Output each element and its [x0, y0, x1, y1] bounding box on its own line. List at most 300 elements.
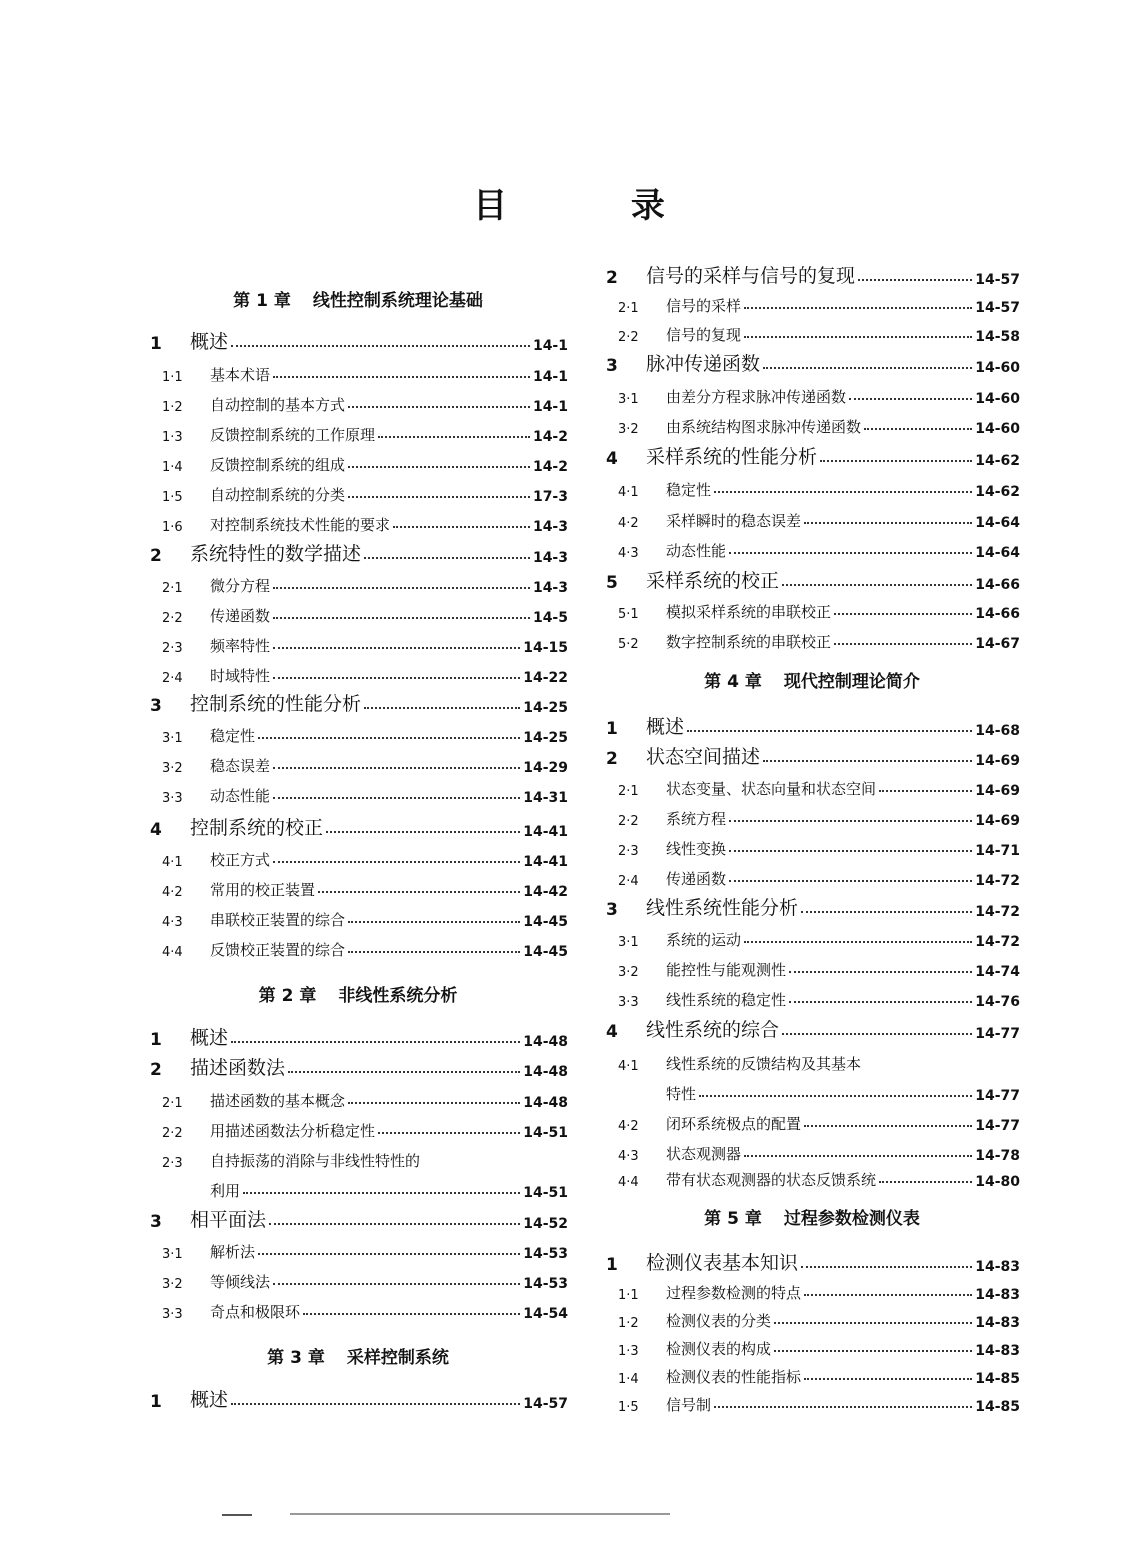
page-number: 14-45 — [523, 944, 568, 960]
toc-section[interactable] — [148, 1022, 568, 1050]
section-number: 2·1 — [162, 1096, 183, 1111]
section-title: 自动控制的基本方式 — [210, 396, 346, 414]
section-title: 时域特性 — [210, 667, 271, 685]
dot-leader — [729, 849, 972, 852]
page-number: 14-62 — [975, 453, 1020, 469]
section-number: 2·4 — [618, 874, 639, 889]
page-number: 14-51 — [523, 1185, 568, 1201]
toc-subsection[interactable] — [604, 1106, 1020, 1134]
page-number: 14-1 — [532, 338, 568, 354]
section-number: 1·1 — [618, 1288, 639, 1303]
section-title: 用描述函数法分析稳定性 — [210, 1122, 376, 1140]
section-number: 1 — [150, 334, 162, 354]
section-number: 2·1 — [618, 301, 639, 316]
toc-subsection[interactable] — [604, 801, 1020, 829]
toc-subsection[interactable] — [148, 1143, 568, 1171]
page-number: 14-48 — [523, 1034, 568, 1050]
section-number: 1 — [150, 1392, 162, 1412]
dot-leader — [687, 729, 972, 732]
toc-subsection[interactable] — [604, 409, 1020, 437]
toc-subsection[interactable] — [604, 982, 1020, 1010]
dot-leader — [804, 1377, 972, 1380]
section-title: 稳定性 — [666, 481, 712, 499]
section-title: 控制系统的性能分析 — [190, 693, 362, 715]
toc-subsection[interactable] — [604, 1162, 1020, 1190]
page-number: 14-64 — [975, 515, 1020, 531]
chapter-number: 第 4 章 — [704, 672, 762, 692]
toc-subsection[interactable] — [148, 718, 568, 746]
dot-leader — [378, 1131, 520, 1134]
section-title: 校正方式 — [210, 851, 271, 869]
section-title: 状态观测器 — [666, 1145, 742, 1163]
page-number: 14-83 — [975, 1287, 1020, 1303]
chapter-heading — [148, 286, 568, 311]
toc-subsection[interactable] — [604, 922, 1020, 950]
toc-section[interactable] — [604, 348, 1020, 376]
section-number: 1·4 — [618, 1372, 639, 1387]
page-number: 14-64 — [975, 545, 1020, 561]
page-number: 14-2 — [532, 459, 568, 475]
dot-leader — [864, 427, 972, 430]
chapter-title: 过程参数检测仪表 — [783, 1209, 920, 1229]
section-number: 1 — [150, 1030, 162, 1050]
section-number: 3·2 — [162, 1277, 183, 1292]
page-number: 14-60 — [975, 391, 1020, 407]
section-title: 由差分方程求脉冲传递函数 — [666, 388, 847, 406]
toc-subsection[interactable] — [604, 1046, 1020, 1074]
page-number: 14-78 — [975, 1148, 1020, 1164]
section-title: 常用的校正装置 — [210, 881, 316, 899]
dot-leader — [744, 306, 972, 309]
toc-subsection[interactable] — [604, 861, 1020, 889]
section-number: 3·3 — [162, 791, 183, 806]
section-number: 1·2 — [618, 1316, 639, 1331]
page-number: 14-60 — [975, 360, 1020, 376]
dot-leader — [269, 1222, 520, 1225]
toc-subsection[interactable] — [604, 317, 1020, 345]
page-number: 14-42 — [523, 884, 568, 900]
section-number: 1·6 — [162, 520, 183, 535]
toc-subsection[interactable] — [604, 1275, 1020, 1303]
page-number: 14-77 — [975, 1118, 1020, 1134]
page-number: 14-48 — [523, 1095, 568, 1111]
toc-subsection[interactable] — [148, 748, 568, 776]
toc-subsection[interactable] — [148, 417, 568, 445]
section-title: 利用 — [210, 1182, 241, 1200]
section-number: 2·2 — [618, 814, 639, 829]
section-title: 检测仪表的分类 — [666, 1312, 772, 1330]
dot-leader — [834, 642, 972, 645]
page-number: 14-80 — [975, 1174, 1020, 1190]
section-number: 1 — [606, 719, 618, 739]
dot-leader — [288, 1070, 520, 1073]
toc-subsection[interactable] — [148, 357, 568, 385]
section-title: 能控性与能观测性 — [666, 961, 787, 979]
toc-section[interactable] — [604, 260, 1020, 288]
section-number: 2·1 — [618, 784, 639, 799]
toc-subsection[interactable] — [604, 771, 1020, 799]
dot-leader — [729, 819, 972, 822]
section-title: 状态空间描述 — [646, 746, 761, 768]
section-number: 2·3 — [162, 1156, 183, 1171]
toc-subsection[interactable] — [148, 658, 568, 686]
section-number: 1·3 — [618, 1344, 639, 1359]
section-title: 线性系统的反馈结构及其基本 — [666, 1055, 862, 1073]
dot-leader — [273, 796, 520, 799]
dot-leader — [879, 789, 972, 792]
section-number: 2·2 — [618, 330, 639, 345]
section-number: 3·3 — [162, 1307, 183, 1322]
section-title: 带有状态观测器的状态反馈系统 — [666, 1171, 877, 1189]
section-title: 模拟采样系统的串联校正 — [666, 603, 832, 621]
section-number: 2 — [606, 749, 618, 769]
page-number: 14-62 — [975, 484, 1020, 500]
dot-leader — [804, 1124, 972, 1127]
dot-leader — [789, 970, 972, 973]
chapter-heading — [148, 1343, 568, 1368]
page-number: 14-85 — [975, 1399, 1020, 1415]
section-number: 1·2 — [162, 400, 183, 415]
section-number: 3 — [150, 696, 162, 716]
section-title: 稳定性 — [210, 727, 256, 745]
section-number: 2·3 — [162, 641, 183, 656]
toc-subsection[interactable] — [148, 902, 568, 930]
section-number: 2 — [150, 546, 162, 566]
chapter-number: 第 1 章 — [233, 291, 291, 311]
section-number: 1·4 — [162, 460, 183, 475]
dot-leader — [820, 459, 972, 462]
section-title: 信号制 — [666, 1396, 712, 1414]
dot-leader — [231, 1040, 520, 1043]
toc-subsection[interactable] — [604, 1331, 1020, 1359]
section-title: 基本术语 — [210, 366, 271, 384]
toc-subsection[interactable] — [604, 831, 1020, 859]
toc-section[interactable] — [148, 1052, 568, 1080]
toc-section[interactable] — [604, 1247, 1020, 1275]
toc-subsection[interactable] — [148, 447, 568, 475]
dot-leader — [393, 525, 530, 528]
section-title: 系统特性的数学描述 — [190, 543, 362, 565]
toc-subsection[interactable] — [148, 387, 568, 415]
section-title: 解析法 — [210, 1243, 256, 1261]
toc-subsection[interactable] — [148, 598, 568, 626]
section-number: 4 — [150, 820, 162, 840]
section-number: 5·1 — [618, 607, 639, 622]
section-title: 采样系统的校正 — [646, 570, 780, 592]
toc-subsection[interactable] — [148, 1264, 568, 1292]
page-number: 14-85 — [975, 1371, 1020, 1387]
section-title: 线性系统的稳定性 — [666, 991, 787, 1009]
page-number: 14-57 — [975, 300, 1020, 316]
section-number: 3·1 — [162, 1247, 183, 1262]
dot-leader — [714, 490, 972, 493]
section-title: 信号的采样与信号的复现 — [646, 265, 856, 287]
dot-leader — [258, 1252, 520, 1255]
page-number: 14-5 — [532, 610, 568, 626]
section-title: 特性 — [666, 1085, 697, 1103]
section-number: 4·3 — [618, 546, 639, 561]
toc-subsection[interactable] — [604, 1303, 1020, 1331]
section-title: 描述函数法 — [190, 1057, 286, 1079]
toc-subsection[interactable] — [148, 1294, 568, 1322]
section-number: 4·1 — [618, 1059, 639, 1074]
section-title: 奇点和极限环 — [210, 1303, 301, 1321]
section-number: 1·5 — [618, 1400, 639, 1415]
page-number: 14-53 — [523, 1246, 568, 1262]
page-number: 14-68 — [975, 723, 1020, 739]
section-number: 4·2 — [162, 885, 183, 900]
toc-section[interactable] — [604, 711, 1020, 739]
section-number: 1·3 — [162, 430, 183, 445]
dot-leader — [348, 950, 520, 953]
section-title: 传递函数 — [210, 607, 271, 625]
dot-leader — [273, 766, 520, 769]
toc-subsection[interactable] — [604, 379, 1020, 407]
dot-leader — [763, 366, 972, 369]
toc-section[interactable] — [148, 1204, 568, 1232]
section-title: 线性系统的综合 — [646, 1019, 780, 1041]
chapter-title: 线性控制系统理论基础 — [312, 291, 483, 311]
section-title: 稳态误差 — [210, 757, 271, 775]
section-number: 4 — [606, 449, 618, 469]
page-number: 14-54 — [523, 1306, 568, 1322]
dot-leader — [804, 521, 972, 524]
toc-subsection[interactable] — [148, 1234, 568, 1262]
page-number: 14-25 — [523, 730, 568, 746]
chapter-title: 现代控制理论简介 — [783, 672, 920, 692]
dot-leader — [774, 1349, 972, 1352]
dot-leader — [243, 1191, 520, 1194]
page-number: 14-66 — [975, 577, 1020, 593]
page-number: 14-48 — [523, 1064, 568, 1080]
page-number: 14-71 — [975, 843, 1020, 859]
toc-section[interactable] — [604, 1014, 1020, 1042]
toc-subsection[interactable] — [148, 932, 568, 960]
page-number: 14-69 — [975, 783, 1020, 799]
section-title: 概述 — [190, 331, 229, 353]
section-title: 概述 — [190, 1389, 229, 1411]
section-number: 5·2 — [618, 637, 639, 652]
dot-leader — [744, 1154, 972, 1157]
page-number: 14-25 — [523, 700, 568, 716]
dot-leader — [231, 1402, 520, 1405]
section-title: 检测仪表的构成 — [666, 1340, 772, 1358]
section-number: 2·3 — [618, 844, 639, 859]
section-number: 2·2 — [162, 611, 183, 626]
toc-section[interactable] — [604, 441, 1020, 469]
section-title: 相平面法 — [190, 1209, 267, 1231]
section-number: 3·2 — [618, 422, 639, 437]
chapter-heading — [604, 1204, 1020, 1229]
toc-subsection[interactable] — [148, 568, 568, 596]
page-number: 14-52 — [523, 1216, 568, 1232]
page-number: 14-29 — [523, 760, 568, 776]
toc-subsection[interactable] — [604, 952, 1020, 980]
section-title: 反馈控制系统的组成 — [210, 456, 346, 474]
page-number: 14-66 — [975, 606, 1020, 622]
chapter-heading — [604, 667, 1020, 692]
toc-section[interactable] — [148, 1384, 568, 1412]
toc-subsection[interactable] — [148, 1173, 568, 1201]
section-number: 4·2 — [618, 1119, 639, 1134]
page-number: 14-2 — [532, 429, 568, 445]
dot-leader — [364, 706, 520, 709]
toc-subsection[interactable] — [148, 507, 568, 535]
section-title: 控制系统的校正 — [190, 817, 324, 839]
section-title: 数字控制系统的串联校正 — [666, 633, 832, 651]
page-number: 17-3 — [532, 489, 568, 505]
section-number: 3 — [606, 356, 618, 376]
toc-subsection[interactable] — [604, 1136, 1020, 1164]
section-number: 1 — [606, 1255, 618, 1275]
page-number: 14-41 — [523, 824, 568, 840]
toc-section[interactable] — [604, 741, 1020, 769]
toc-subsection[interactable] — [148, 842, 568, 870]
toc-subsection[interactable] — [604, 1076, 1020, 1104]
section-title: 采样系统的性能分析 — [646, 446, 818, 468]
toc-section[interactable] — [148, 538, 568, 566]
dot-leader — [273, 646, 520, 649]
chapter-heading — [148, 981, 568, 1006]
dot-leader — [714, 1405, 972, 1408]
section-title: 反馈校正装置的综合 — [210, 941, 346, 959]
section-title: 动态性能 — [666, 542, 727, 560]
toc-section[interactable] — [148, 812, 568, 840]
dot-leader — [273, 375, 530, 378]
page-number: 14-83 — [975, 1343, 1020, 1359]
dot-leader — [763, 759, 972, 762]
dot-leader — [273, 586, 530, 589]
toc-subsection[interactable] — [148, 477, 568, 505]
section-number: 2·4 — [162, 671, 183, 686]
page-number: 14-58 — [975, 329, 1020, 345]
page-number: 14-83 — [975, 1315, 1020, 1331]
dot-leader — [774, 1321, 972, 1324]
chapter-number: 第 2 章 — [258, 986, 317, 1006]
section-title: 串联校正装置的综合 — [210, 911, 346, 929]
page-number: 14-67 — [975, 636, 1020, 652]
section-number: 3·2 — [618, 965, 639, 980]
toc-subsection[interactable] — [604, 503, 1020, 531]
page-number: 14-22 — [523, 670, 568, 686]
page-number: 14-3 — [532, 550, 568, 566]
section-number: 4·4 — [618, 1175, 639, 1190]
section-title: 过程参数检测的特点 — [666, 1284, 802, 1302]
scan-mark — [222, 1514, 252, 1516]
toc-subsection[interactable] — [604, 594, 1020, 622]
section-number: 3·2 — [162, 761, 183, 776]
section-title: 脉冲传递函数 — [646, 353, 761, 375]
section-title: 采样瞬时的稳态误差 — [666, 512, 802, 530]
section-title: 自持振荡的消除与非线性特性的 — [210, 1152, 421, 1170]
page-number: 14-60 — [975, 421, 1020, 437]
section-number: 4·3 — [618, 1149, 639, 1164]
dot-leader — [801, 910, 972, 913]
dot-leader — [782, 1032, 972, 1035]
toc-subsection[interactable] — [604, 472, 1020, 500]
toc-subsection[interactable] — [148, 1113, 568, 1141]
dot-leader — [378, 435, 530, 438]
toc-subsection[interactable] — [148, 1083, 568, 1111]
dot-leader — [699, 1094, 972, 1097]
toc-subsection[interactable] — [604, 1359, 1020, 1387]
toc-subsection[interactable] — [148, 628, 568, 656]
dot-leader — [348, 405, 530, 408]
section-title: 信号的复现 — [666, 326, 742, 344]
chapter-title: 非线性系统分析 — [338, 986, 458, 1006]
dot-leader — [804, 1293, 972, 1296]
page-number: 14-53 — [523, 1276, 568, 1292]
section-title: 线性变换 — [666, 840, 727, 858]
toc-section[interactable] — [148, 326, 568, 354]
section-title: 系统方程 — [666, 810, 727, 828]
dot-leader — [273, 676, 520, 679]
section-number: 3·1 — [618, 935, 639, 950]
page-number: 14-45 — [523, 914, 568, 930]
section-number: 4 — [606, 1022, 618, 1042]
page-number: 14-83 — [975, 1259, 1020, 1275]
toc-subsection[interactable] — [148, 778, 568, 806]
section-number: 1·5 — [162, 490, 183, 505]
section-title: 检测仪表基本知识 — [646, 1252, 799, 1274]
dot-leader — [849, 397, 972, 400]
toc-section[interactable] — [604, 565, 1020, 593]
chapter-number: 第 3 章 — [267, 1348, 325, 1368]
page-number: 14-77 — [975, 1026, 1020, 1042]
section-title: 频率特性 — [210, 637, 271, 655]
page-number: 14-74 — [975, 964, 1020, 980]
page-number: 14-51 — [523, 1125, 568, 1141]
section-number: 4·3 — [162, 915, 183, 930]
page-number: 14-69 — [975, 813, 1020, 829]
section-title: 反馈控制系统的工作原理 — [210, 426, 376, 444]
page-number: 14-57 — [975, 272, 1020, 288]
dot-leader — [858, 278, 972, 281]
dot-leader — [879, 1180, 972, 1183]
section-title: 对控制系统技术性能的要求 — [210, 516, 391, 534]
dot-leader — [348, 1101, 520, 1104]
section-number: 2·2 — [162, 1126, 183, 1141]
section-number: 4·1 — [162, 855, 183, 870]
page-number: 14-72 — [975, 934, 1020, 950]
section-title: 传递函数 — [666, 870, 727, 888]
section-number: 2·1 — [162, 581, 183, 596]
dot-leader — [744, 940, 972, 943]
dot-leader — [273, 616, 530, 619]
toc-subsection[interactable] — [604, 1387, 1020, 1415]
section-number: 3·1 — [162, 731, 183, 746]
dot-leader — [744, 335, 972, 338]
page-number: 14-72 — [975, 873, 1020, 889]
section-number: 5 — [606, 573, 618, 593]
toc-section[interactable] — [148, 688, 568, 716]
section-title: 状态变量、状态向量和状态空间 — [666, 780, 877, 798]
toc-subsection[interactable] — [604, 533, 1020, 561]
dot-leader — [782, 583, 972, 586]
page-number: 14-15 — [523, 640, 568, 656]
chapter-title: 采样控制系统 — [346, 1348, 449, 1368]
page-number: 14-76 — [975, 994, 1020, 1010]
page-number: 14-3 — [532, 580, 568, 596]
page-number: 14-1 — [532, 399, 568, 415]
toc-section[interactable] — [604, 892, 1020, 920]
toc-subsection[interactable] — [604, 288, 1020, 316]
page-number: 14-69 — [975, 753, 1020, 769]
page-number: 14-72 — [975, 904, 1020, 920]
section-number: 3 — [606, 900, 618, 920]
toc-subsection[interactable] — [148, 872, 568, 900]
toc-subsection[interactable] — [604, 624, 1020, 652]
